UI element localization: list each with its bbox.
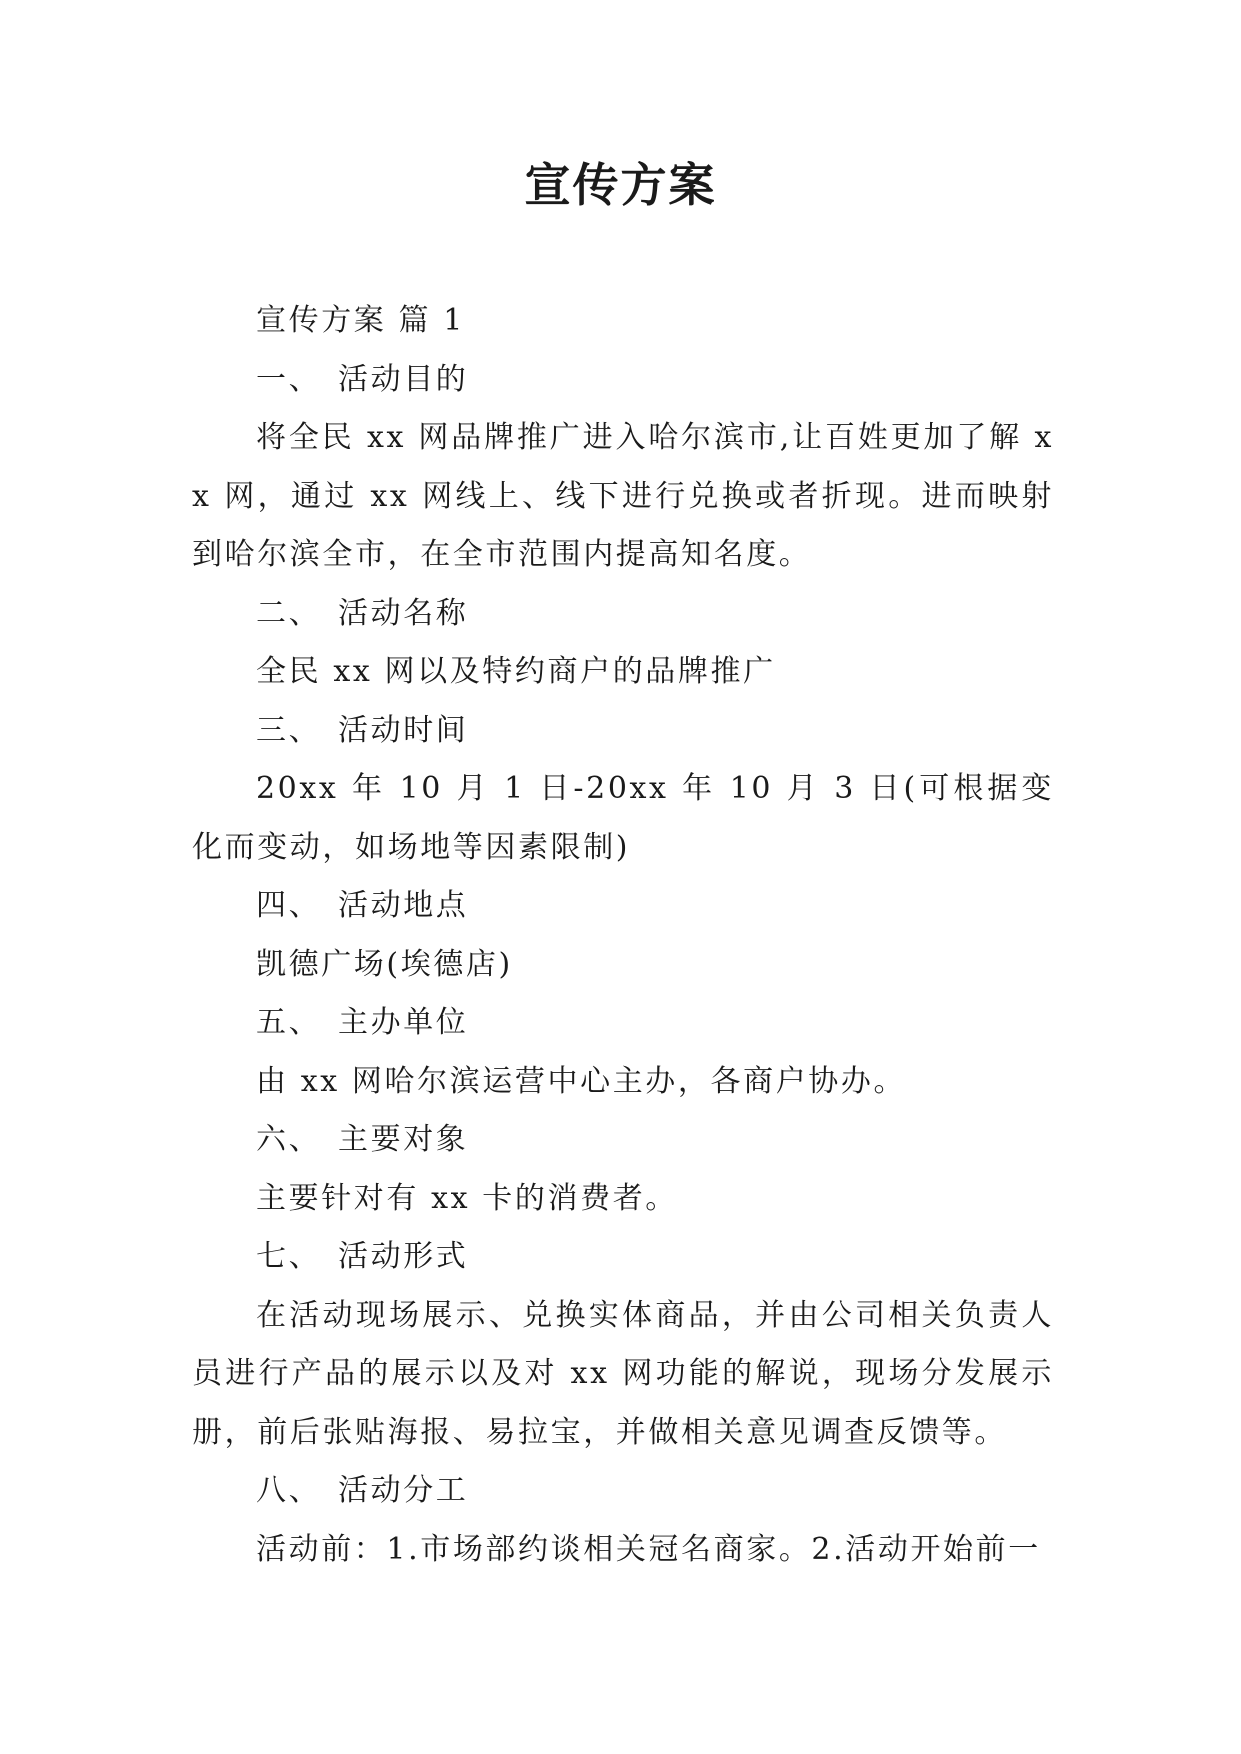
section-paragraph: 由 xx 网哈尔滨运营中心主办，各商户协办。	[256, 1063, 907, 1099]
section-number: 八、	[256, 1473, 322, 1508]
section-number: 五、	[256, 1005, 322, 1040]
section-paragraph: 20xx 年 10 月 1 日-20xx 年 10 月 3 日(可根据变化而变动，如场地等因素限制)	[192, 771, 1054, 865]
section-paragraph: 主要针对有 xx 卡的消费者。	[256, 1180, 678, 1216]
section-heading	[192, 877, 1054, 936]
section-heading-text: 活动分工	[338, 1473, 469, 1508]
section-heading-text: 活动目的	[338, 361, 469, 397]
section-number: 四、	[256, 888, 322, 923]
section-number: 二、	[256, 595, 322, 631]
document-subtitle: 宣传方案 篇 1	[256, 303, 465, 338]
section-paragraph: 凯德广场(埃德店)	[256, 946, 513, 982]
section-heading-text: 主要对象	[338, 1122, 469, 1157]
section-heading	[192, 1228, 1054, 1287]
section-number: 一、	[256, 361, 322, 397]
section-number: 三、	[256, 712, 322, 748]
section-heading	[192, 1462, 1054, 1521]
section-number: 七、	[256, 1239, 322, 1274]
section-paragraph: 全民 xx 网以及特约商户的品牌推广	[256, 654, 776, 689]
section-heading	[192, 1111, 1054, 1170]
section-paragraph: 将全民 xx 网品牌推广进入哈尔滨市,让百姓更加了解 xx 网，通过 xx 网线上、线下进行兑换或者折现。进而映射到哈尔滨全市，在全市范围内提高知名度。	[192, 420, 1054, 572]
document-title: 宣传方案	[524, 158, 717, 212]
section-paragraph: 在活动现场展示、兑换实体商品，并由公司相关负责人员进行产品的展示以及对 xx 网功能的解说，现场分发展示册，前后张贴海报、易拉宝，并做相关意见调查反馈等。	[192, 1297, 1054, 1450]
section-heading-text: 活动时间	[338, 712, 469, 748]
section-heading-text: 活动名称	[338, 595, 469, 631]
section-heading	[192, 585, 1054, 644]
section-heading	[192, 351, 1054, 410]
section-heading-text: 主办单位	[338, 1005, 469, 1040]
section-number: 六、	[256, 1122, 322, 1157]
document-body	[192, 292, 1054, 1579]
section-paragraph: 活动前：1.市场部约谈相关冠名商家。2.活动开始前一	[256, 1531, 1041, 1567]
section-heading	[192, 702, 1054, 761]
section-heading-text: 活动形式	[338, 1239, 469, 1274]
section-heading-text: 活动地点	[338, 888, 469, 923]
section-heading	[192, 994, 1054, 1053]
